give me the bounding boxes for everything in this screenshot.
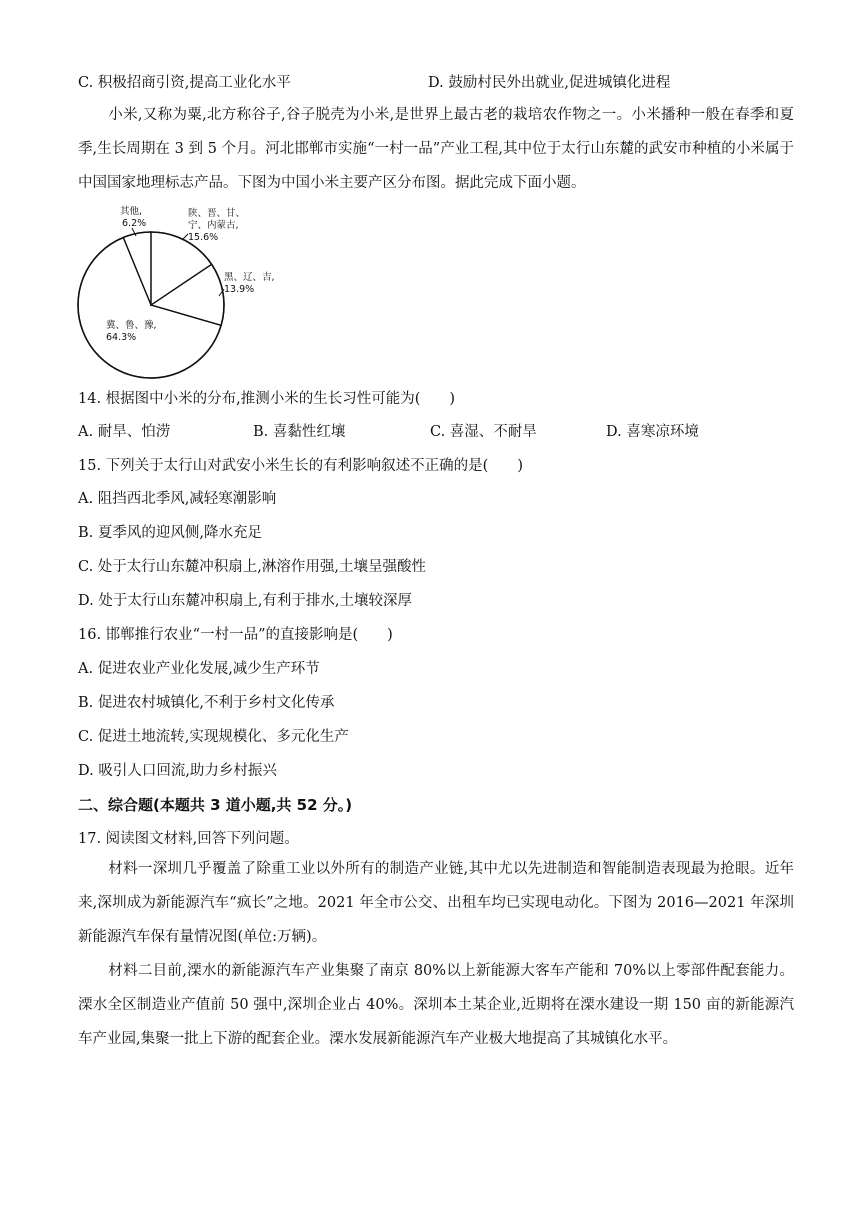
material-2-paragraph	[78, 954, 794, 1056]
q14-option-c: C. 喜湿、不耐旱	[430, 424, 537, 440]
q13-option-d: D. 鼓励村民外出就业,促进城镇化进程	[428, 75, 671, 91]
pie-label-hebei-shandong-henan-line-1: 冀、鲁、豫,	[106, 320, 157, 331]
material-1-text: 材料一深圳几乎覆盖了除重工业以外所有的制造产业链,其中尤以先进制造和智能制造表现最为抢眼。近年来,深圳成为新能源汽车“疯长”之地。2021 年全市公交、出租车均已实现电动化。下图为 2016—2021 年深圳新能源汽车保有量情况图(单位:万辆)。	[78, 861, 794, 945]
pie-label-hebei-shandong-henan-line-2: 64.3%	[106, 332, 137, 343]
q17-stem: 17. 阅读图文材料,回答下列问题。	[78, 831, 299, 847]
pie-wedges	[78, 232, 224, 378]
pie-label-northwest-line-2: 宁、内蒙古,	[188, 220, 239, 231]
q15-option-a: A. 阻挡西北季风,减轻寒潮影响	[78, 491, 277, 507]
q13-option-c: C. 积极招商引资,提高工业化水平	[78, 75, 291, 91]
q15-option-b: B. 夏季风的迎风侧,降水充足	[78, 525, 262, 541]
pie-label-northwest-line-1: 陕、晋、甘、	[188, 208, 246, 219]
q16-stem: 16. 邯郸推行农业“一村一品”的直接影响是( )	[78, 627, 393, 643]
q16-option-d: D. 吸引人口回流,助力乡村振兴	[78, 763, 277, 779]
material-millet-text: 小米,又称为粟,北方称谷子,谷子脱壳为小米,是世界上最古老的栽培农作物之一。小米播种一般在春季和夏季,生长周期在 3 到 5 个月。河北邯郸市实施“一村一品”产业工程,其中位于太行山东麓的武安市种植的小米属于中国国家地理标志产品。下图为中国小米主要产区分布图。据此完成下面小题。	[78, 107, 794, 191]
material-millet-paragraph	[78, 98, 794, 200]
q14-stem: 14. 根据图中小米的分布,推测小米的生长习性可能为( )	[78, 391, 456, 407]
material-2-text: 材料二目前,溧水的新能源汽车产业集聚了南京 80%以上新能源大客车产能和 70%以上零部件配套能力。溧水全区制造业产值前 50 强中,深圳企业占 40%。深圳本土某企业,近期将在溧水建设一期 150 亩的新能源汽车产业园,集聚一批上下游的配套企业。溧水发展新能源汽车产业极大地提高了其城镇化水平。	[78, 963, 794, 1047]
pie-label-other-line-1: 其他,	[120, 206, 143, 217]
q16-option-a: A. 促进农业产业化发展,减少生产环节	[78, 661, 320, 677]
pie-label-northeast-line-1: 黑、辽、吉,	[224, 272, 275, 283]
section-2-heading: 二、综合题(本题共 3 道小题,共 52 分。)	[78, 796, 353, 814]
q15-option-d: D. 处于太行山东麓冲积扇上,有利于排水,土壤较深厚	[78, 593, 413, 609]
q15-stem: 15. 下列关于太行山对武安小米生长的有利影响叙述不正确的是( )	[78, 458, 523, 474]
q14-option-b: B. 喜黏性红壤	[253, 424, 346, 440]
q14-option-d: D. 喜寒凉环境	[606, 424, 699, 440]
q15-option-c: C. 处于太行山东麓冲积扇上,淋溶作用强,土壤呈强酸性	[78, 559, 427, 575]
material-1-paragraph	[78, 852, 794, 954]
q14-option-a: A. 耐旱、怕涝	[78, 424, 171, 440]
millet-production-pie-chart	[74, 202, 294, 382]
pie-label-northeast-line-2: 13.9%	[224, 284, 255, 295]
pie-label-northwest-line-3: 15.6%	[188, 232, 219, 243]
q16-option-c: C. 促进土地流转,实现规模化、多元化生产	[78, 729, 349, 745]
q16-option-b: B. 促进农村城镇化,不利于乡村文化传承	[78, 695, 335, 711]
pie-label-other-line-2: 6.2%	[122, 218, 147, 229]
